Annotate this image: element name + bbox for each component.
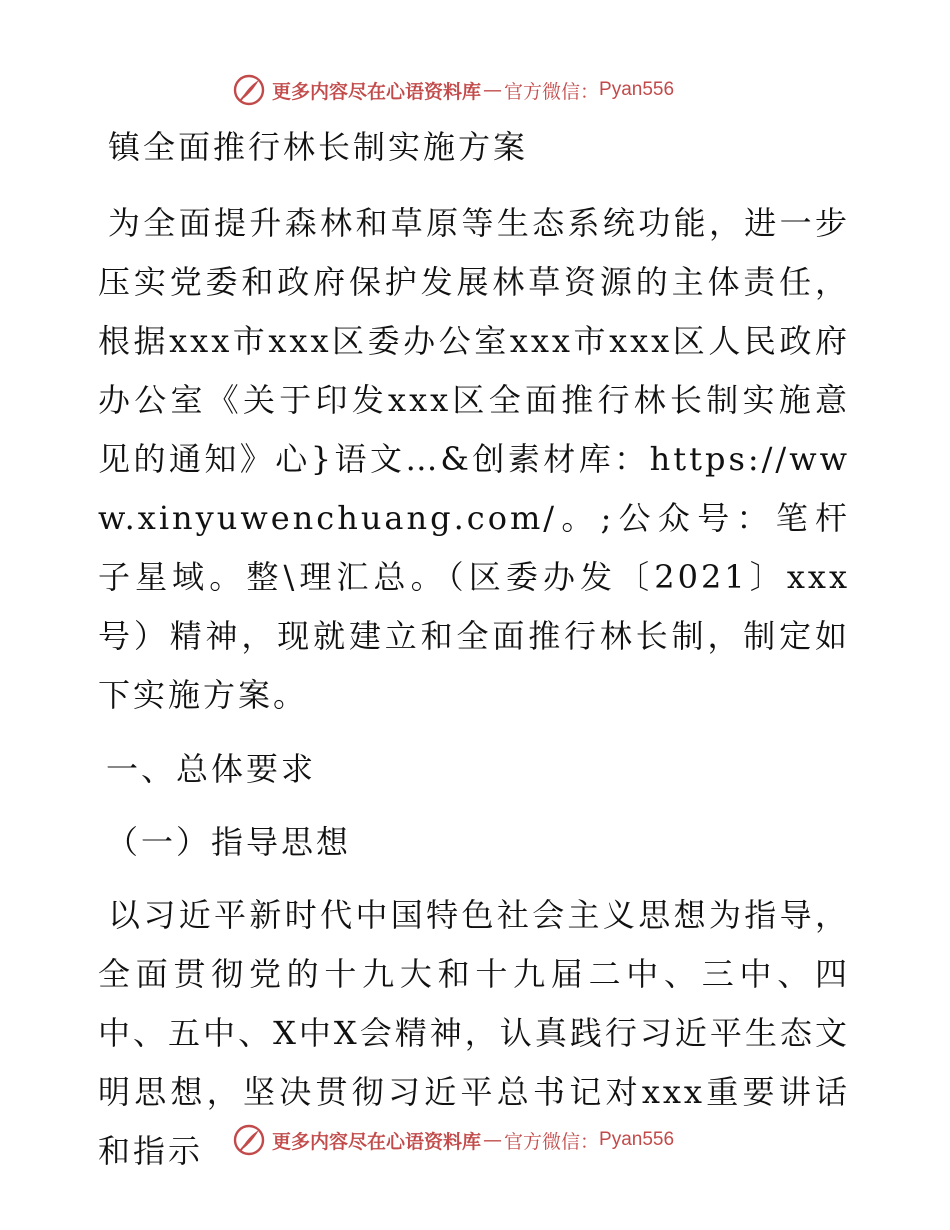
banner-separator: — bbox=[483, 79, 503, 101]
section-heading-general-requirements: 一、总体要求 bbox=[106, 750, 317, 788]
banner-wechat-id: Pyan556 bbox=[599, 79, 675, 100]
subsection-heading-guiding-ideology: （一）指导思想 bbox=[106, 823, 352, 861]
document-body bbox=[98, 122, 850, 1181]
banner-site-text: 更多内容尽在心语资料库 bbox=[272, 1130, 482, 1153]
intro-paragraph: 为全面提升森林和草原等生态系统功能，进一步压实党委和政府保护发展林草资源的主体责任，根据xxx市xxx区委办公室xxx市xxx区人民政府办公室《关于印发xxx区全面推行林长制实施意见的通知》心}语文…&创素材库：https://www.xinyuwenchuang.com/。;公众号：笔杆子星域。整\理汇总。（区委办发〔2021〕xxx号）精神，现就建立和全面推行林长制，制定如下实施方案。 bbox=[98, 204, 850, 714]
banner-separator: — bbox=[483, 1129, 503, 1151]
feather-pen-logo-icon bbox=[232, 1123, 266, 1157]
banner-wechat-id: Pyan556 bbox=[599, 1129, 675, 1150]
banner-wechat-label: 官方微信： bbox=[504, 80, 600, 103]
banner-site-text: 更多内容尽在心语资料库 bbox=[272, 80, 482, 103]
guiding-ideology-paragraph: 以习近平新时代中国特色社会主义思想为指导，全面贯彻党的十九大和十九届二中、三中、四中、五中、X中X会精神，认真践行习近平生态文明思想，坚决贯彻习近平总书记对xxx重要讲话和指示 bbox=[98, 896, 850, 1170]
document-title: 镇全面推行林长制实施方案 bbox=[108, 128, 529, 166]
header-watermark-banner bbox=[232, 70, 674, 110]
footer-watermark-banner bbox=[232, 1120, 674, 1160]
banner-wechat-label: 官方微信： bbox=[504, 1130, 600, 1153]
feather-pen-logo-icon bbox=[232, 73, 266, 107]
